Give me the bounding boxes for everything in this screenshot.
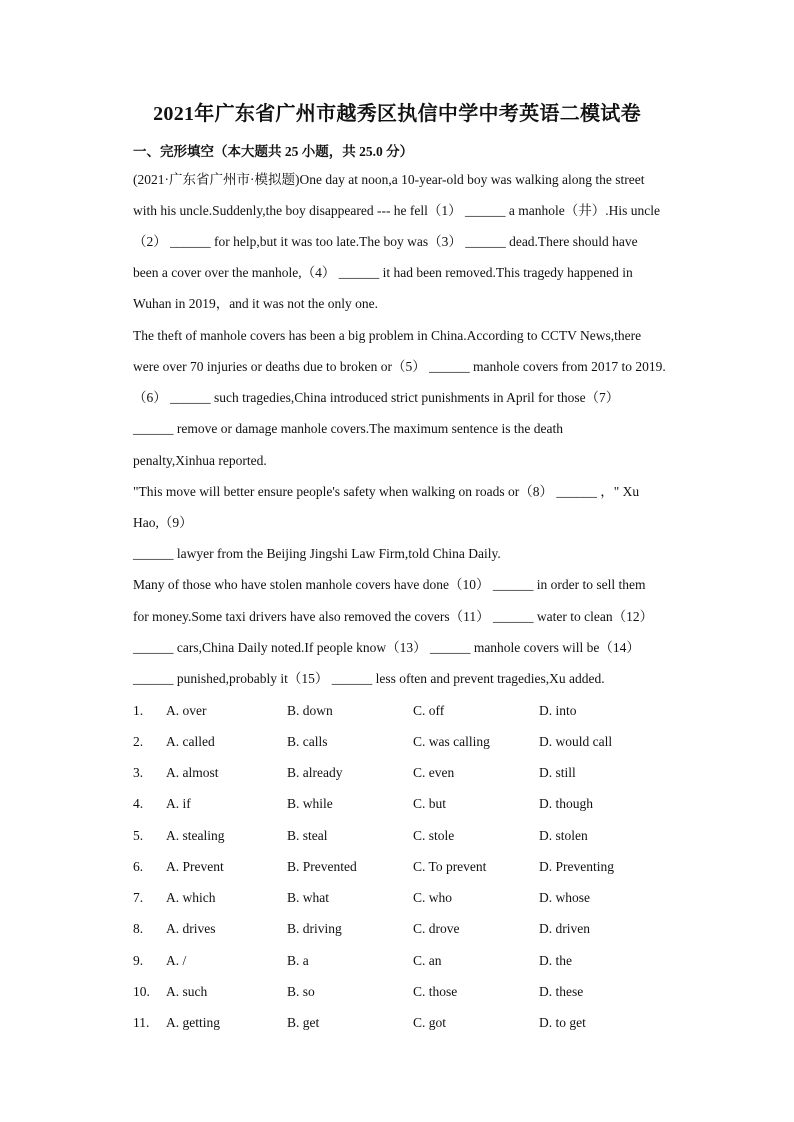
option-a: A. getting	[166, 1015, 220, 1030]
question-row	[133, 858, 693, 876]
question-number: 3.	[133, 765, 144, 780]
option-a: A. if	[166, 796, 191, 811]
passage-line: were over 70 injuries or deaths due to broken or（5） ______ manhole covers from 2017 to 2019.	[133, 359, 666, 374]
question-row	[133, 827, 693, 845]
page-title: 2021年广东省广州市越秀区执信中学中考英语二模试卷	[153, 103, 641, 125]
option-c: C. who	[413, 890, 453, 905]
passage-line: Wuhan in 2019，and it was not the only one.	[133, 296, 379, 311]
question-row	[133, 889, 693, 907]
passage-line: Hao,（9）	[133, 515, 193, 530]
passage-line: Many of those who have stolen manhole covers have done（10） ______ in order to sell them	[133, 577, 646, 592]
option-d: D. though	[539, 796, 593, 811]
question-number: 6.	[133, 859, 144, 874]
option-d: D. still	[539, 765, 576, 780]
passage-line: (2021·广东省广州市·模拟题)One day at noon,a 10-year-old boy was walking along the street	[133, 172, 645, 187]
passage-line: ______ punished,probably it（15） ______ less often and prevent tragedies,Xu added.	[133, 671, 605, 686]
option-a: A. which	[166, 890, 216, 905]
question-row	[133, 702, 693, 720]
question-row	[133, 764, 693, 782]
option-c: C. drove	[413, 921, 460, 936]
option-b: B. calls	[287, 734, 328, 749]
question-number: 7.	[133, 890, 144, 905]
option-d: D. these	[539, 984, 584, 999]
option-c: C. even	[413, 765, 455, 780]
option-b: B. what	[287, 890, 329, 905]
option-a: A. Prevent	[166, 859, 224, 874]
option-a: A. stealing	[166, 828, 225, 843]
question-row	[133, 920, 693, 938]
passage-line: penalty,Xinhua reported.	[133, 453, 267, 468]
option-b: B. while	[287, 796, 333, 811]
option-c: C. To prevent	[413, 859, 487, 874]
option-d: D. would call	[539, 734, 613, 749]
passage-line: The theft of manhole covers has been a big problem in China.According to CCTV News,there	[133, 328, 642, 343]
option-a: A. /	[166, 953, 187, 968]
passage-line: ______ remove or damage manhole covers.The maximum sentence is the death	[133, 421, 563, 436]
option-d: D. into	[539, 703, 577, 718]
option-b: B. driving	[287, 921, 342, 936]
option-c: C. stole	[413, 828, 455, 843]
passage-line: （2） ______ for help,but it was too late.The boy was（3） ______ dead.There should have	[133, 234, 638, 249]
question-number: 5.	[133, 828, 144, 843]
option-c: C. got	[413, 1015, 447, 1030]
option-d: D. to get	[539, 1015, 586, 1030]
passage-line: with his uncle.Suddenly,the boy disappeared --- he fell（1） ______ a manhole（井）.His uncle	[133, 203, 661, 218]
passage-line: been a cover over the manhole,（4） ______ it had been removed.This tragedy happened in	[133, 265, 633, 280]
question-number: 1.	[133, 703, 144, 718]
option-c: C. but	[413, 796, 447, 811]
option-d: D. the	[539, 953, 572, 968]
option-a: A. over	[166, 703, 207, 718]
question-number: 8.	[133, 921, 144, 936]
passage-line: ______ lawyer from the Beijing Jingshi Law Firm,told China Daily.	[133, 546, 501, 561]
question-number: 11.	[133, 1015, 150, 1030]
passage-line: ______ cars,China Daily noted.If people know（13） ______ manhole covers will be（14）	[133, 640, 640, 655]
option-b: B. already	[287, 765, 343, 780]
option-d: D. driven	[539, 921, 590, 936]
question-row	[133, 1014, 693, 1032]
question-row	[133, 733, 693, 751]
option-a: A. called	[166, 734, 215, 749]
option-d: D. whose	[539, 890, 590, 905]
option-b: B. get	[287, 1015, 320, 1030]
option-a: A. drives	[166, 921, 216, 936]
question-number: 2.	[133, 734, 144, 749]
option-d: D. Preventing	[539, 859, 614, 874]
option-b: B. steal	[287, 828, 328, 843]
section-heading: 一、完形填空（本大题共 25 小题，共 25.0 分）	[133, 144, 414, 159]
option-a: A. almost	[166, 765, 219, 780]
passage-line: for money.Some taxi drivers have also removed the covers（11） ______ water to clean（12）	[133, 609, 654, 624]
option-d: D. stolen	[539, 828, 588, 843]
option-b: B. Prevented	[287, 859, 357, 874]
option-c: C. was calling	[413, 734, 490, 749]
question-row	[133, 983, 693, 1001]
question-number: 10.	[133, 984, 150, 999]
passage-line: （6） ______ such tragedies,China introduced strict punishments in April for those（7）	[133, 390, 620, 405]
option-c: C. an	[413, 953, 442, 968]
option-a: A. such	[166, 984, 208, 999]
question-row	[133, 952, 693, 970]
passage-line: "This move will better ensure people's safety when walking on roads or（8） ______ ，" Xu	[133, 484, 640, 499]
option-c: C. off	[413, 703, 445, 718]
option-b: B. so	[287, 984, 315, 999]
option-c: C. those	[413, 984, 458, 999]
question-number: 9.	[133, 953, 144, 968]
question-row	[133, 795, 693, 813]
option-b: B. a	[287, 953, 309, 968]
question-number: 4.	[133, 796, 144, 811]
option-b: B. down	[287, 703, 333, 718]
